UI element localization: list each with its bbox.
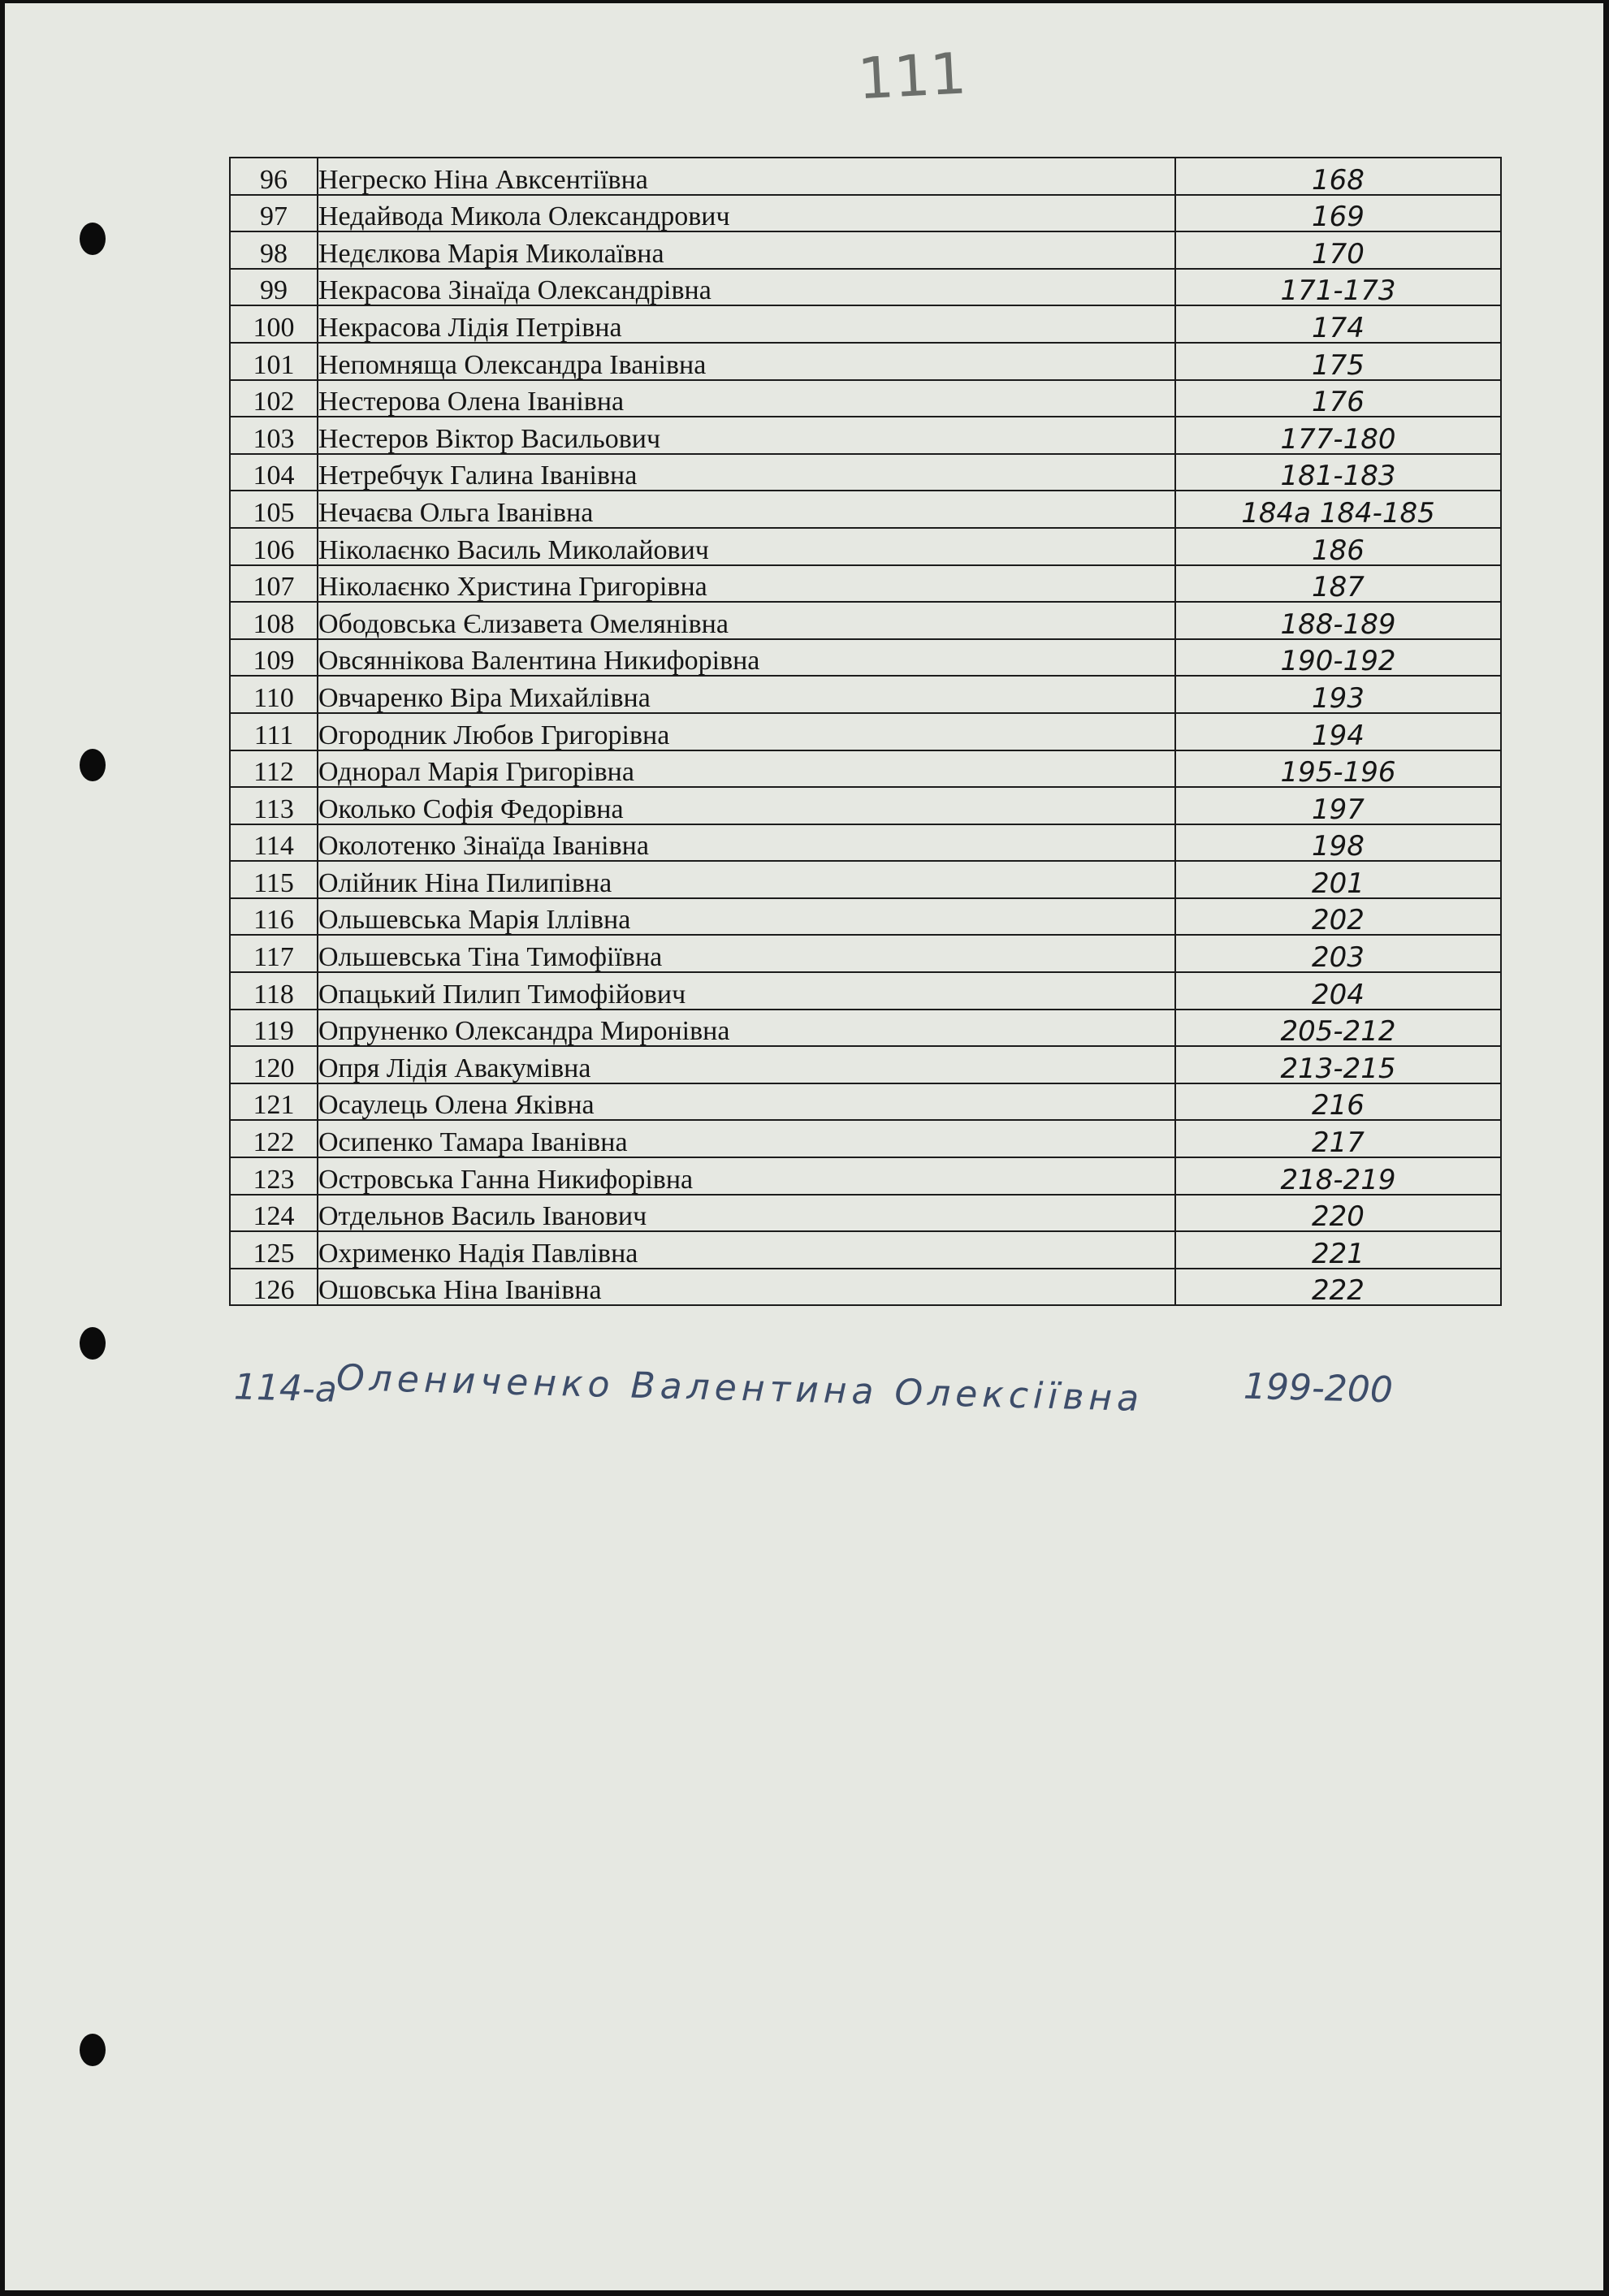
row-number: 100 (230, 305, 318, 343)
table-row (230, 676, 1501, 713)
row-number: 115 (230, 861, 318, 898)
table-row (230, 305, 1501, 343)
row-number: 120 (230, 1046, 318, 1083)
table-row (230, 528, 1501, 565)
registry-table (229, 157, 1502, 1306)
row-number: 119 (230, 1010, 318, 1047)
row-number: 106 (230, 528, 318, 565)
row-name: Недайвода Микола Олександрович (318, 195, 1175, 232)
row-pages: 216 (1175, 1083, 1501, 1121)
row-pages: 193 (1175, 676, 1501, 713)
document-page (5, 3, 1603, 2290)
row-pages: 217 (1175, 1120, 1501, 1157)
table-row (230, 713, 1501, 750)
page-number: 111 (855, 40, 968, 113)
table-row (230, 454, 1501, 491)
row-pages: 188-189 (1175, 602, 1501, 639)
row-number: 113 (230, 787, 318, 824)
row-number: 97 (230, 195, 318, 232)
table-row (230, 195, 1501, 232)
table-row (230, 565, 1501, 603)
row-pages: 222 (1175, 1269, 1501, 1306)
row-pages: 170 (1175, 231, 1501, 269)
row-name: Околотенко Зінаїда Іванівна (318, 824, 1175, 862)
row-number: 101 (230, 343, 318, 380)
row-pages: 168 (1175, 158, 1501, 195)
punch-hole (80, 223, 106, 255)
row-name: Отдельнов Василь Іванович (318, 1195, 1175, 1232)
row-number: 111 (230, 713, 318, 750)
table-row (230, 1120, 1501, 1157)
table-row (230, 861, 1501, 898)
table-row (230, 1010, 1501, 1047)
row-name: Охрименко Надія Павлівна (318, 1231, 1175, 1269)
row-pages: 204 (1175, 972, 1501, 1010)
row-name: Осаулець Олена Яківна (318, 1083, 1175, 1121)
table-row (230, 972, 1501, 1010)
row-name: Негреско Ніна Авксентіївна (318, 158, 1175, 195)
table-row (230, 750, 1501, 788)
row-pages: 218-219 (1175, 1157, 1501, 1195)
row-pages: 174 (1175, 305, 1501, 343)
row-number: 104 (230, 454, 318, 491)
row-name: Некрасова Зінаїда Олександрівна (318, 269, 1175, 306)
row-pages: 205-212 (1175, 1010, 1501, 1047)
row-pages: 195-196 (1175, 750, 1501, 788)
row-number: 124 (230, 1195, 318, 1232)
row-name: Опруненко Олександра Миронівна (318, 1010, 1175, 1047)
row-number: 116 (230, 898, 318, 936)
row-name: Ніколаєнко Василь Миколайович (318, 528, 1175, 565)
table-row (230, 898, 1501, 936)
row-number: 121 (230, 1083, 318, 1121)
table-row (230, 1046, 1501, 1083)
table-row (230, 824, 1501, 862)
row-pages: 203 (1175, 935, 1501, 972)
table-row (230, 1269, 1501, 1306)
row-pages: 202 (1175, 898, 1501, 936)
table-row (230, 639, 1501, 677)
row-number: 96 (230, 158, 318, 195)
row-name: Нестеров Віктор Васильович (318, 417, 1175, 454)
row-pages: 184а 184-185 (1175, 491, 1501, 528)
table-row (230, 417, 1501, 454)
row-number: 125 (230, 1231, 318, 1269)
row-number: 102 (230, 380, 318, 417)
row-name: Нетребчук Галина Іванівна (318, 454, 1175, 491)
table-row (230, 1083, 1501, 1121)
table-row (230, 1231, 1501, 1269)
row-pages: 176 (1175, 380, 1501, 417)
punch-hole (80, 2034, 106, 2066)
row-number: 99 (230, 269, 318, 306)
table-row (230, 935, 1501, 972)
row-name: Овсяннікова Валентина Никифорівна (318, 639, 1175, 677)
row-name: Ніколаєнко Христина Григорівна (318, 565, 1175, 603)
handwritten-name: Олениченко Валентина Олексіївна (335, 1356, 1144, 1420)
handwritten-pages: 199-200 (1243, 1365, 1394, 1412)
row-number: 110 (230, 676, 318, 713)
row-name: Ободовська Єлизавета Омелянівна (318, 602, 1175, 639)
punch-hole (80, 749, 106, 781)
row-pages: 190-192 (1175, 639, 1501, 677)
row-pages: 177-180 (1175, 417, 1501, 454)
punch-hole (80, 1327, 106, 1360)
row-name: Нечаєва Ольга Іванівна (318, 491, 1175, 528)
row-number: 112 (230, 750, 318, 788)
row-name: Недєлкова Марія Миколаївна (318, 231, 1175, 269)
row-name: Некрасова Лідія Петрівна (318, 305, 1175, 343)
table-row (230, 1157, 1501, 1195)
table-row (230, 787, 1501, 824)
row-pages: 201 (1175, 861, 1501, 898)
row-name: Огородник Любов Григорівна (318, 713, 1175, 750)
row-number: 122 (230, 1120, 318, 1157)
table-row (230, 491, 1501, 528)
row-number: 109 (230, 639, 318, 677)
row-number: 107 (230, 565, 318, 603)
table-row (230, 343, 1501, 380)
row-number: 117 (230, 935, 318, 972)
row-name: Опря Лідія Авакумівна (318, 1046, 1175, 1083)
row-name: Олійник Ніна Пилипівна (318, 861, 1175, 898)
row-name: Опацький Пилип Тимофійович (318, 972, 1175, 1010)
row-pages: 197 (1175, 787, 1501, 824)
row-pages: 181-183 (1175, 454, 1501, 491)
row-name: Островська Ганна Никифорівна (318, 1157, 1175, 1195)
row-name: Ольшевська Тіна Тимофіївна (318, 935, 1175, 972)
row-name: Околько Софія Федорівна (318, 787, 1175, 824)
row-number: 123 (230, 1157, 318, 1195)
row-name: Овчаренко Віра Михайлівна (318, 676, 1175, 713)
table-row (230, 602, 1501, 639)
row-number: 105 (230, 491, 318, 528)
row-name: Ольшевська Марія Іллівна (318, 898, 1175, 936)
row-pages: 187 (1175, 565, 1501, 603)
row-pages: 194 (1175, 713, 1501, 750)
row-pages: 175 (1175, 343, 1501, 380)
row-name: Нестерова Олена Іванівна (318, 380, 1175, 417)
row-name: Непомняща Олександра Іванівна (318, 343, 1175, 380)
row-name: Ошовська Ніна Іванівна (318, 1269, 1175, 1306)
row-pages: 220 (1175, 1195, 1501, 1232)
row-name: Однорал Марія Григорівна (318, 750, 1175, 788)
table-row (230, 269, 1501, 306)
row-number: 126 (230, 1269, 318, 1306)
table-row (230, 1195, 1501, 1232)
row-pages: 186 (1175, 528, 1501, 565)
row-pages: 171-173 (1175, 269, 1501, 306)
row-pages: 221 (1175, 1231, 1501, 1269)
row-number: 114 (230, 824, 318, 862)
row-pages: 198 (1175, 824, 1501, 862)
handwritten-number: 114-а (233, 1366, 338, 1411)
table-row (230, 380, 1501, 417)
row-number: 118 (230, 972, 318, 1010)
row-pages: 213-215 (1175, 1046, 1501, 1083)
row-pages: 169 (1175, 195, 1501, 232)
row-number: 103 (230, 417, 318, 454)
table-row (230, 231, 1501, 269)
table-row (230, 158, 1501, 195)
row-name: Осипенко Тамара Іванівна (318, 1120, 1175, 1157)
row-number: 98 (230, 231, 318, 269)
row-number: 108 (230, 602, 318, 639)
